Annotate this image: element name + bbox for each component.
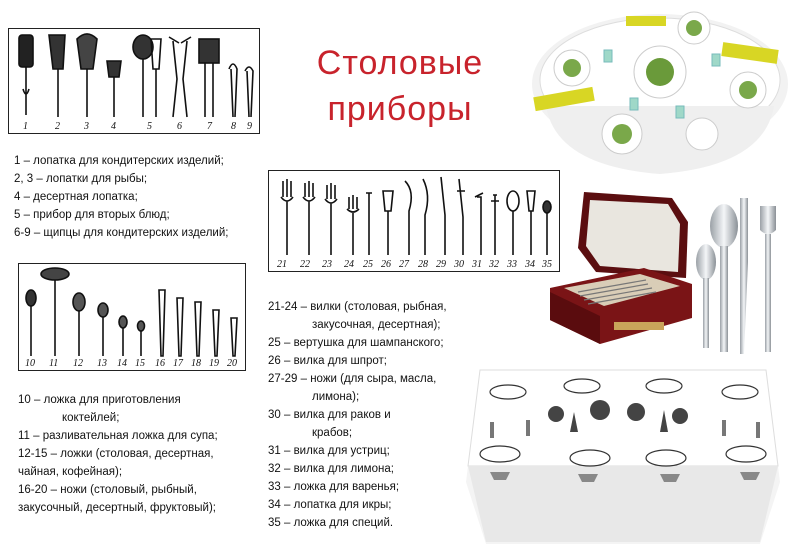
caption-27: 27 — [399, 259, 409, 270]
caption-13: 13 — [97, 358, 107, 369]
cutlery-panel-10-20 — [18, 263, 246, 371]
caption-23: 23 — [322, 259, 332, 270]
caption-7: 7 — [207, 121, 212, 132]
caption-16: 16 — [155, 358, 165, 369]
legend-item: чайная, кофейная); — [18, 466, 123, 478]
legend-item: 5 – прибор для вторых блюд; — [14, 209, 170, 221]
table-setting-photo — [460, 362, 786, 548]
caption-11: 11 — [49, 358, 59, 369]
legend-item: 35 – ложка для специй. — [268, 517, 394, 529]
cutlery-panel-21-35 — [268, 170, 560, 272]
legend-item: 6-9 – щипцы для кондитерских изделий; — [14, 227, 229, 239]
legend-item: 26 – вилка для шпрот; — [268, 355, 387, 367]
caption-12: 12 — [73, 358, 83, 369]
legend-1-9 — [14, 152, 228, 242]
legend-item: закусочный, десертный, фруктовый); — [18, 502, 216, 514]
legend-item: 25 – вертушка для шампанского; — [268, 337, 444, 349]
caption-31: 31 — [472, 259, 482, 270]
round-table-photo — [526, 6, 794, 176]
silverware-photo — [690, 192, 796, 358]
cutlery-drawing-10-20 — [19, 264, 245, 370]
caption-34: 34 — [525, 259, 535, 270]
caption-19: 19 — [209, 358, 219, 369]
caption-9: 9 — [247, 121, 252, 132]
legend-item: 10 – ложка для приготовления — [18, 394, 181, 406]
caption-18: 18 — [191, 358, 201, 369]
legend-item: 31 – вилка для устриц; — [268, 445, 390, 457]
legend-item: 34 – лопатка для икры; — [268, 499, 392, 511]
caption-25: 25 — [363, 259, 373, 270]
page-title — [300, 40, 500, 132]
legend-item: 11 – разливательная ложка для супа; — [18, 430, 218, 442]
title-line-2: приборы — [327, 90, 473, 128]
cutlery-drawing-1-9 — [9, 29, 259, 133]
caption-26: 26 — [381, 259, 391, 270]
caption-5: 5 — [147, 121, 152, 132]
caption-35: 35 — [542, 259, 552, 270]
caption-33: 33 — [507, 259, 517, 270]
legend-10-20 — [18, 391, 218, 517]
legend-item: коктейлей; — [62, 412, 120, 424]
caption-21: 21 — [277, 259, 287, 270]
cutlery-case-photo — [544, 188, 694, 348]
caption-15: 15 — [135, 358, 145, 369]
caption-6: 6 — [177, 121, 182, 132]
caption-10: 10 — [25, 358, 35, 369]
caption-29: 29 — [436, 259, 446, 270]
caption-24: 24 — [344, 259, 354, 270]
legend-item: 4 – десертная лопатка; — [14, 191, 138, 203]
caption-1: 1 — [23, 121, 28, 132]
caption-14: 14 — [117, 358, 127, 369]
caption-32: 32 — [489, 259, 499, 270]
legend-item: крабов; — [312, 427, 353, 439]
cutlery-drawing-21-35 — [269, 171, 559, 271]
legend-item: 2, 3 – лопатки для рыбы; — [14, 173, 148, 185]
title-line-1: Столовые — [316, 44, 484, 82]
caption-8: 8 — [231, 121, 236, 132]
caption-20: 20 — [227, 358, 237, 369]
legend-item: 32 – вилка для лимона; — [268, 463, 394, 475]
caption-30: 30 — [454, 259, 464, 270]
legend-item: 33 – ложка для варенья; — [268, 481, 400, 493]
legend-item: закусочная, десертная); — [312, 319, 441, 331]
legend-item: 21-24 – вилки (столовая, рыбная, — [268, 301, 447, 313]
legend-item: 30 – вилка для раков и — [268, 409, 391, 421]
caption-22: 22 — [300, 259, 310, 270]
cutlery-panel-1-9 — [8, 28, 260, 134]
caption-28: 28 — [418, 259, 428, 270]
legend-item: 1 – лопатка для кондитерских изделий; — [14, 155, 224, 167]
legend-21-35 — [268, 298, 447, 532]
caption-4: 4 — [111, 121, 116, 132]
caption-2: 2 — [55, 121, 60, 132]
legend-item: 12-15 – ложки (столовая, десертная, — [18, 448, 214, 460]
caption-3: 3 — [84, 121, 89, 132]
caption-17: 17 — [173, 358, 183, 369]
legend-item: 27-29 – ножи (для сыра, масла, — [268, 373, 437, 385]
legend-item: 16-20 – ножи (столовый, рыбный, — [18, 484, 197, 496]
legend-item: лимона); — [312, 391, 360, 403]
